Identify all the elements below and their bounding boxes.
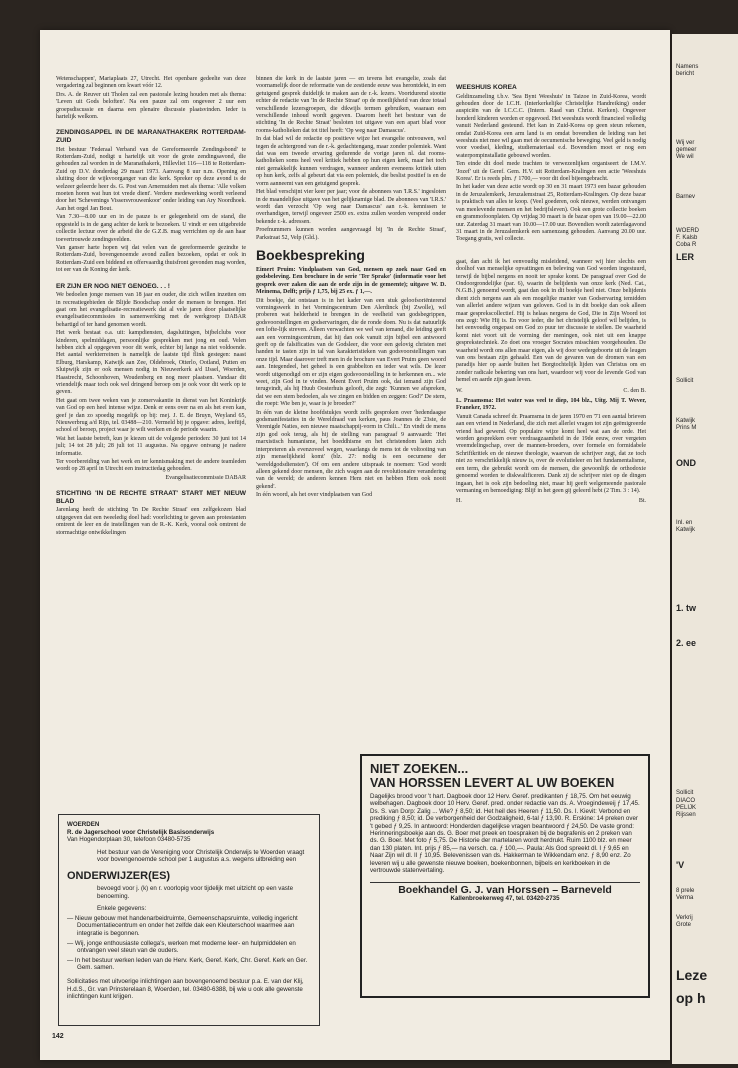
ad-footer: Sollicitaties met uitvoerige inlichtingen aan bovengenoemd bestuur p.a. E. van der Klij, H.d.S., Gr. van Prinsterelaan 8, Woerden, tel. 03480-6388, bij wie u ook alle gewenste inlichtingen kunt krijgen. <box>67 977 304 1001</box>
signature-author: Bt. <box>638 498 646 505</box>
paragraph: Van 7.30—8.00 uur en in de pauze is er gelegenheid om de stand, die opgesteld is in de gang achter de kerk te bezoeken. U vindt er een uitgebreide collectie lectuur over de arbeid die de G.Z.B. mag verrichten op de aan haar toevertrouwde zendingsvelden. <box>56 214 246 243</box>
adjacent-page-fragment: Verkrij <box>676 915 693 921</box>
paragraph: Het bestuur 'Federaal Verband van de Gereformeerde Zendingsbond' te Rotterdam-Zuid, nodigt u hartelijk uit voor de grote zendingsavond, die gehouden zal worden in de Maranathakerk, Hillevliet 116—118 te Rotterdam-Zuid op D.V. donderdag 29 maart 1973. Aanvang 8 uur n.m. Opening en sluiting door de wijkvoorganger van die kerk. Spreker op deze avond is de welzeer geleerde heer ds. G. Post van Arnemuiden met als thema: 'Alle volken moeten horen wat hun tot vrede dient'. Verdere medewerking wordt verleend door het 'Schevenings Vissersvrouwenkoor' onder leiding van Ary Noordhoek. Aan het orgel Jan Bout. <box>56 146 246 212</box>
section-heading: ZENDINGSAPPEL IN DE MARANATHAKERK ROTTERDAM-ZUID <box>56 129 246 145</box>
adjacent-page-fragment: We wil <box>676 154 694 160</box>
adjacent-page-fragment: 1. tw <box>676 603 697 613</box>
section-heading: ER ZIJN ER NOG NIET GENOEG. . . ! <box>56 282 170 290</box>
ad-bullet: — Wij, jonge enthousiaste collega's, werken met moderne leer- en hulpmiddelen en ontvangen veel steun van de ouders. <box>67 939 296 955</box>
adjacent-page-fragment: Katwijk <box>676 418 696 424</box>
adjacent-page-fragment: 2. ee <box>676 638 697 648</box>
section-title: Boekbespreking <box>256 246 365 263</box>
adjacent-page-fragment: op h <box>676 990 706 1006</box>
ad-bullet-list <box>67 915 311 972</box>
ad-school-address: Van Hogendorplaan 30, telefoon 03480-5735 <box>67 836 191 844</box>
adjacent-page-fragment: LER <box>676 252 694 262</box>
page-number: 142 <box>52 1033 64 1040</box>
ad-headline-2: VAN HORSSEN LEVERT AL UW BOEKEN <box>370 776 615 790</box>
paragraph: In het kader van deze actie wordt op 30 en 31 maart 1973 een bazar gehouden in de Jeruzalemkerk, Jeruzalemstraat 25, Rotterdam-Kralingen. Op deze bazar is praktisch van alles te koop. (Veel goederen, ook nieuwe, werden ontvangen van meelevende mensen en het bedrijfsleven). Ook een grote collectie boeken en grammofoonplaten. Op vrijdag 30 maart is de bazar open van 19.00—22.00 uur. Zaterdag 31 maart van 10.00—17.00 uur. Bovendien wordt zaterdagavond 31 maart in de Jeruzalemkerk een samenzang gehouden. Aanvang 20.00 uur. Toegang gratis, wel collecte. <box>456 184 646 243</box>
adjacent-page-fragment: DIACO <box>676 798 696 804</box>
adjacent-page-fragment: Grote <box>676 922 692 928</box>
review-signature <box>456 388 646 395</box>
paragraph: Ter voorbereiding van het werk en ter kennismaking met de andere teamleden wordt op 28 april in Utrecht een instructiedag gehouden. <box>56 459 246 473</box>
adjacent-page-fragment: 'V <box>676 860 685 870</box>
ad-school-name: R. de Jagerschool voor Christelijk Basisonderwijs <box>67 828 215 836</box>
paragraph: Het gaat om twee weken van je zomervakantie in dienst van het Koninkrijk van God op een heel intense wijze. Denk er eens over na en als het even kan, geef je dan zo spoedig mogelijk op bij: mej. J. E. de Bruyn, Weyland 65, Nieuwerbrug a/d Rijn, tel. 03488—210. Vermeld bij je opgave: adres, leeftijd, school of beroep, project waar je wilt werken en de periode waarin. <box>56 397 246 434</box>
paragraph: binnen die kerk in de laatste jaren — en tevens het evangelie, zoals dat voornamelijk door de reformatie van de zestiende eeuw was herontdekt, in een getuigend gesprek duidelijk te maken aan de r.-k. lezers. Voortdurend stootte echter de redactie van 'In de Rechte Straat' op de moeilijkheid van deze totaal verschillende lezersgroepen, die dikwijls termen gebruiken, waaraan een verschillende inhoud wordt gegeven. Daarom heeft het bestuur van de stichting 'In de Rechte Straat' besloten tot uitgave van een apart blad voor rooms-katholieken dat tot titel heeft: 'Op weg naar Damascus'. <box>256 76 446 134</box>
adjacent-page-fragment: Prins M <box>676 425 697 431</box>
job-advertisement <box>58 814 320 1026</box>
ad-bullet: — Nieuw gebouw met handenarbeidruimte, Gemeenschapsruimte, volledig ingericht Documentatiecentrum en onder het zelfde dak een Kleuterschool waarmee aan integratie is begonnen. <box>67 914 298 937</box>
paragraph: Jarenlang heeft de stichting 'In De Rechte Straat' een zelfgekozen blad uitgegeven dat een tweeledig doel had: voorlichting te geven aan protestanten omtrent de leer en de instellingen van de R.-K. Kerk, vooral ook omtrent de stormachtige ontwikkelingen <box>56 507 246 536</box>
adjacent-page-fragment: Sollicit <box>676 790 694 796</box>
review-signature <box>456 498 646 505</box>
column-gap <box>456 245 646 259</box>
paragraph: Vanuit Canada schreef dr. Praamsma in de jaren 1970 en '71 een aantal brieven aan een vriend in Nederland, die zich met allerlei vragen tot zijn geëmigreerde vriend had gewend. Op populaire wijze komt heel wat aan de orde. Het worden gesprekken over verdraagzaamheid in de 19de eeuw, over vergeten vreemdelingschap, over de mannen-broeders, over formele en formidabele Schriftkritiek en de nieuwe theologie, waarvan de schrijver zegt, dat ze toch niet zo verschrikkelijk nieuw is, over de evolutieleer en het fundamentalisme, een term, die gebruikt wordt om de mensen, die gewoonlijk de orthodoxie genoemd worden te diskwalificeren. Dank zij de schrijver niet op de dingen ingaan, het is ook zijn bedoeling niet, maar hij geeft welgemeende pastorale vermaning en bemoediging: Blijf in het geen gij geleerd hebt (2 Tim. 3 : 14). <box>456 413 646 494</box>
adjacent-page-fragment: F. Kalsb <box>676 235 698 241</box>
ad-shop-name: Boekhandel G. J. van Horssen – Barneveld <box>398 884 612 897</box>
signature-initial: W. <box>456 387 463 394</box>
ad-requirements: bevoegd voor j. (k) en r. voorlopig voor tijdelijk met uitzicht op een vaste benoeming. <box>97 884 294 900</box>
adjacent-page-fragment: 8 prele <box>676 888 695 894</box>
adjacent-page-fragment: Leze <box>676 967 708 983</box>
ad-heading: ONDERWIJZER(ES) <box>67 869 171 882</box>
adjacent-page-fragment: Wij ver <box>676 140 695 146</box>
paragraph: Het werk bestaat o.a. uit: kampdiensten, dagsluitingen, bijbelclubs voor kinderen, spelmiddagen, persoonlijke gesprekken met jong en oud. Velen hebben zich al opgegeven voor dit werk, echter bij lange na niet voldoende. Het aantal werkterreinen is namelijk de laatste tijd flink gestegen: naast Elburg, Harskamp, Katwijk aan Zee, Oldebroek, Otterlo, Ootland, Putten en Sluipwijk zijn er ook mensen nodig in Nieuwerkerk a/d IJssel, Woerden, Haastrecht, Schoonhoven, Woudenberg en nog meer plaatsen. Vandaar dit vriendelijk maar toch ook wel dringend beroep om je ook voor dit werk op te geven. <box>56 330 246 396</box>
paragraph: We bedoelen jonge mensen van 18 jaar en ouder, die zich willen inzetten om in recreatiegebieden de Blijde Boodschap onder de mensen te brengen. Het gaat om het evangelisatie-recreatiewerk dat al vele jaren door plaatselijke evangelisatiecommissies in samenwerking met de werkgroep DABAR behartigd of ter hand genomen wordt. <box>56 292 246 328</box>
review-heading: L. Praamsma: Het water was veel te diep, 104 blz., Uitg. Mij T. Wever, Franeker, 1972. <box>456 398 646 412</box>
adjacent-page-fragment: PELIJK <box>676 805 697 811</box>
paragraph: Drs. A. de Reuver uit Tholen zal een pastorale lezing houden met als thema: 'Leven uit Gods beloften'. Na een pauze zal om ongeveer 2 uur een groepsdiscussie en daarna een plenaire discussie plaatsvinden. Ieder is hartelijk welkom. <box>56 91 246 121</box>
adjacent-page-fragment: Katwijk <box>676 527 696 533</box>
paragraph: In één woord, als het over vindplaatsen van God <box>256 492 373 499</box>
section-heading: WEESHUIS KOREA <box>456 84 517 91</box>
ad-body: Dagelijks brood voor 't hart. Dagboek door 12 Herv. Geref. predikanten ƒ 18,75. Om het eeuwig welbehagen. Dagboek door 10 Herv. Geref. pred. onder redactie van ds. A. Vroegindeweij ƒ 17,45. Ds. S. van Dorp: Zalig ... Wie? ƒ 8,50; id. Het heil des Heeren ƒ 11,50. Ds. I. Kievit: Verbond en prediking ƒ 8,50; id. De verborgenheid der Godzaligheid, 6-tal ƒ 13,90. R. Erskine: 14 preken over 't gebed ƒ 9,25. In antwoord: Honderden dagelijkse vragen beantwoord ƒ 24,50. De vaste grond: Herinneringsboekje aan ds. G. Boer met preek en toespraken bij de begrafenis en 2 preken van ds. G. Boer. Met foto ƒ 5,75. De Historie der martelaren wordt herdrukt. Ruim 1100 blz. en meer dan 130 platen. Int. prijs ƒ 85,— na versch. ca. ƒ 100,—. Paula: Als God spreekt dl. I ƒ 9,65 en Naar Zijn wil dl. II ƒ 10,95. Belevenissen van ds. Hakkerman te Wikkendam enz. ƒ 8,90 enz. Zo leveren wij u alle gewenste nieuwe boeken, boekenbonnen, bijbels en kerkboeken in de vertrouwde statenvertaling. <box>370 793 640 875</box>
paragraph: In één van de kleine hoofdstukjes wordt zelfs gesproken over 'hedendaagse godsmanifestaties in de Wereldraad van kerken, paus Joannes de 23ste, de Verenigde Naties, een nieuwe maatschappij-vorm in Chili...' En vindt de mens zijn god ook terug, als hij de stelling van paragraaf 9 aanvaardt: 'Het marxistisch humanisme, het boeddhisme en het christendom laten zich interpreteren als evenzoveel wegen, waarlangs de mens tot de voltooiing van zijn menselijkheid komt' (blz. 27: nodig is een oecumene der 'wereldgodsdiensten'). Of om een andere uitspraak te noemen: 'God wordt alleen gekend door mensen, die zich wagen aan de revolutionaire verandering van de wereld; de anderen kennen Hem niet en hebben Hem ook nooit gekend'. <box>256 409 446 490</box>
ad-location: WOERDEN <box>67 821 100 828</box>
signature-initial: H. <box>456 498 462 505</box>
ad-shop-footer <box>370 882 640 902</box>
review-heading: Eimert Pruim: Vindplaatsen van God, mensen op zoek naar God en godsbeleving. Een brochure in de serie 'Ter Sprake' (informatie voor het gesprek over zaken die aan de orde zijn in de gemeente); uitgave W. D. Meinema, Delft; prijs ƒ 1,75, bij 25 ex. ƒ 1,—. <box>256 266 446 296</box>
paragraph: Geldinzameling t.b.v. 'Sea Bynt Weeshuis' in Taizoe in Zuid-Korea, wordt gehouden door de I.C.H. (Interkerkelijke Christelijke Handreiking) onder auspiciën van de I.C.C.C. (Intern. Raad van Christ. Kerken). Ongeveer honderd kinderen worden er opgevoed. Het weeshuis wordt financieel volledig vanuit Nederland gesteund. Het kan in Zuid-Korea op geen steun rekenen, omdat Zuid-Korea een arm land is en omdat bovendien de leiding van het weeshuis niet mee wil gaan met de oecumenische beweging. Veel geld is nodig voor voedsel, kleding, studiemateriaal e.d. Bovendien moet er nog een waterpompinstallatie gebouwd worden. <box>456 93 647 159</box>
paragraph: Van ganser harte hopen wij dat velen van de gereformeerde gezindte te Rotterdam-Zuid, bovengenoemde avond zullen bezoeken, opdat er ook in Rotterdam-Zuid een biddend en offervaardig thuisfront gevonden mag worden, tot eer van de Koning der kerk. <box>56 244 246 274</box>
ad-data-label: Enkele gegevens: <box>97 905 147 913</box>
adjacent-page <box>672 34 738 1064</box>
section-heading: STICHTING 'IN DE RECHTE STRAAT' START MET NIEUW BLAD <box>56 490 246 505</box>
signature: Evangelisatiecommissie DABAR <box>165 474 246 481</box>
bookshop-advertisement <box>360 754 650 998</box>
paragraph: gaat, dan acht ik het eenvoudig misleidend, wanneer wij hier slechts een doolhof van menselijke opvattingen en beleving van God worden ingestuurd, terwijl de bijbel nergens en nooit ter sprake komt. De paragraaf over God de Ondoorgrondelijke (par. 6), waarin de belijdenis van onze kerk (Ned. Cat., N.G.B.) genoemd wordt, gaat dan ook in dit boekje heel niet. Onze belijdenis dient zich nergens aan als een mogelijke manier van Godservaring temidden van allerlei andere wijzen van geloven. God is in dit boekje dan ook alleen maar gesprekscollectief. Hij is helaas nergens de God, Die in Zijn Woord tot ons zegt: Wie Hij is. En voor ieder, die het christelijk geloof wil belijden, is het eenvoudig ongepast om God zo puur ter discussie te stellen. De waarheid komt niet voort uit de vorming der meningen, ook niet uit een knappe gesprekstechniek. Zo doet ons vroeger Socrates misschien voorgehouden. De waarheid wordt ons allen maar eigen, als wij door wedergeboorte uit de leugen van ons bestaan zijn gehaald. Een van de gevaren van de dromen van een paradijs hier op aarde buiten het Borgtochtelijk lijden van Christus om en zonder radicale bekering van ons hart, waardoor wij voor de levende God van hemel en aarde zijn gaan leven. <box>456 258 646 384</box>
paragraph: In dat blad wil de redactie op positieve wijze het evangelie ontvouwen, wel tegen de achtergrond van de r.-k. gedachtengang, maar zonder polemiek. Want dat was een tweede ervaring gedurende de vorige jaren nl. dat rooms-katholieken soms heel veel kritiek hebben op hun eigen kerk, maar het toch niet gemakkelijk kunnen verdragen, wanneer anderen eveneens kritiek uiten op hun kerk, zelfs al gebeurt dat via een polemiek, die beslist positief is en de vorm aanneemt van een getuigend gesprek. <box>256 136 446 187</box>
adjacent-page-fragment: WOERD <box>676 228 699 234</box>
ad-headline-1: NIET ZOEKEN... <box>370 761 469 776</box>
paragraph: Het blad verschijnt vier keer per jaar; voor de abonnees van 'I.R.S.' ingesloten in de maandelijkse uitgave van het gelijknamige blad. De abonnees van 'I.R.S.' wordt dan verzocht 'Op weg naar Damascus' aan r.-k. kennissen te overhandigen, terwijl ongeveer 2500 ex. extra zullen worden verspreid onder bekende r.-k. adressen. <box>256 189 446 225</box>
adjacent-page-fragment: bericht <box>676 71 695 77</box>
paragraph: Proefnummers kunnen worden aangevraagd bij 'In de Rechte Straat', Parkstraat 52, Velp (Gld.). <box>256 227 446 241</box>
paragraph: Dit boekje, dat ontstaan is in het kader van een stuk geloofsoriënterend vormingswerk in het Vormingscentrum Den Alerdinck (bij Zwolle), wil proberen wat helderheid te brengen in de veelheid van godsbegrippen, godsvoorstellingen en godservaringen, die de ronde doen. Nu is dat natuurlijk een lofte-lijk streven. Alleen verwachten we wel van iemand, die leiding geeft aan een vormingscentrum, dat hij dan ook vanuit zijn bijbel een antwoord geeft op de falsificaties van de Godsleer, die voor een gelovig christen met handen te tasten zijn in tal van karakteristieken van godsvoorstellingen van onze tijd. Maar daarover treft men in de brochure van Evert Pruim geen woord aan. Integendeel, het geheel is een grabbelton en ieder wat wils. De lezer wordt uitgenodigd om er zijn eigen godsvoorstelling in te herkennen en... wie weet, zijn God in te vinden. Meent Evert Pruim ook, dat iemand zijn God terugvindt, als hij Huub Oosterhuis gelooft, die zegt: 'Kunnen we afspreken, dat we een stem bedoelen, als we zingen en bidden en zeggen: God?' De stem, die roept: Wie ben je, waar is je broeder?' <box>256 297 446 408</box>
adjacent-page-fragment: OND <box>676 458 696 468</box>
paragraph: Wetenschappen', Mariaplaats 27, Utrecht. Het openbare gedeelte van deze vergadering zal beginnen om kwart vóór 12. <box>56 76 246 90</box>
ad-bullet: — In het bestuur werken leden van de Herv. Kerk, Geref. Kerk, Chr. Geref. Kerk en Ger. Gem. samen. <box>67 956 308 972</box>
column-right <box>456 76 646 509</box>
newspaper-page <box>40 30 670 1060</box>
adjacent-page-fragment: gemeer <box>676 147 697 153</box>
adjacent-page-fragment: Inl. en <box>676 520 693 526</box>
ad-shop-address: Kallenbroekerweg 47, tel. 03420-2735 <box>450 894 560 902</box>
adjacent-page-fragment: Rijssen <box>676 812 696 818</box>
paragraph: Wat het laatste betreft, kun je kiezen uit de volgende perioden: 30 juni tot 14 juli; 14 tot 28 juli; 28 juli tot 11 augustus. Na opgave ontvang je nadere informatie. <box>56 435 246 457</box>
adjacent-page-fragment: Barnev <box>676 194 696 200</box>
adjacent-page-fragment: Sollicit <box>676 378 694 384</box>
column-left <box>56 76 246 538</box>
adjacent-page-fragment: Namens <box>676 64 699 70</box>
ad-intro: Het bestuur van de Vereniging voor Christelijk Onderwijs te Woerden vraagt voor bovengenoemde school per 1 augustus a.s. wegens uitbreiding een <box>97 848 305 864</box>
paragraph: Ten einde dit doel mede trachten te verwezenlijken organiseert de I.M.V. 'Jozef' uit de Geref. Gem. H.V. uit Rotterdam-Kralingen een actie 'Weeshuis Korea'. Er is reeds plm. ƒ 1700,— voor dit doel bijeengebracht. <box>456 161 646 183</box>
adjacent-page-fragment: Verma <box>676 895 694 901</box>
column-middle <box>256 76 446 501</box>
adjacent-page-fragment: Coba R <box>676 242 697 248</box>
signature-author: C. den B. <box>623 387 646 394</box>
